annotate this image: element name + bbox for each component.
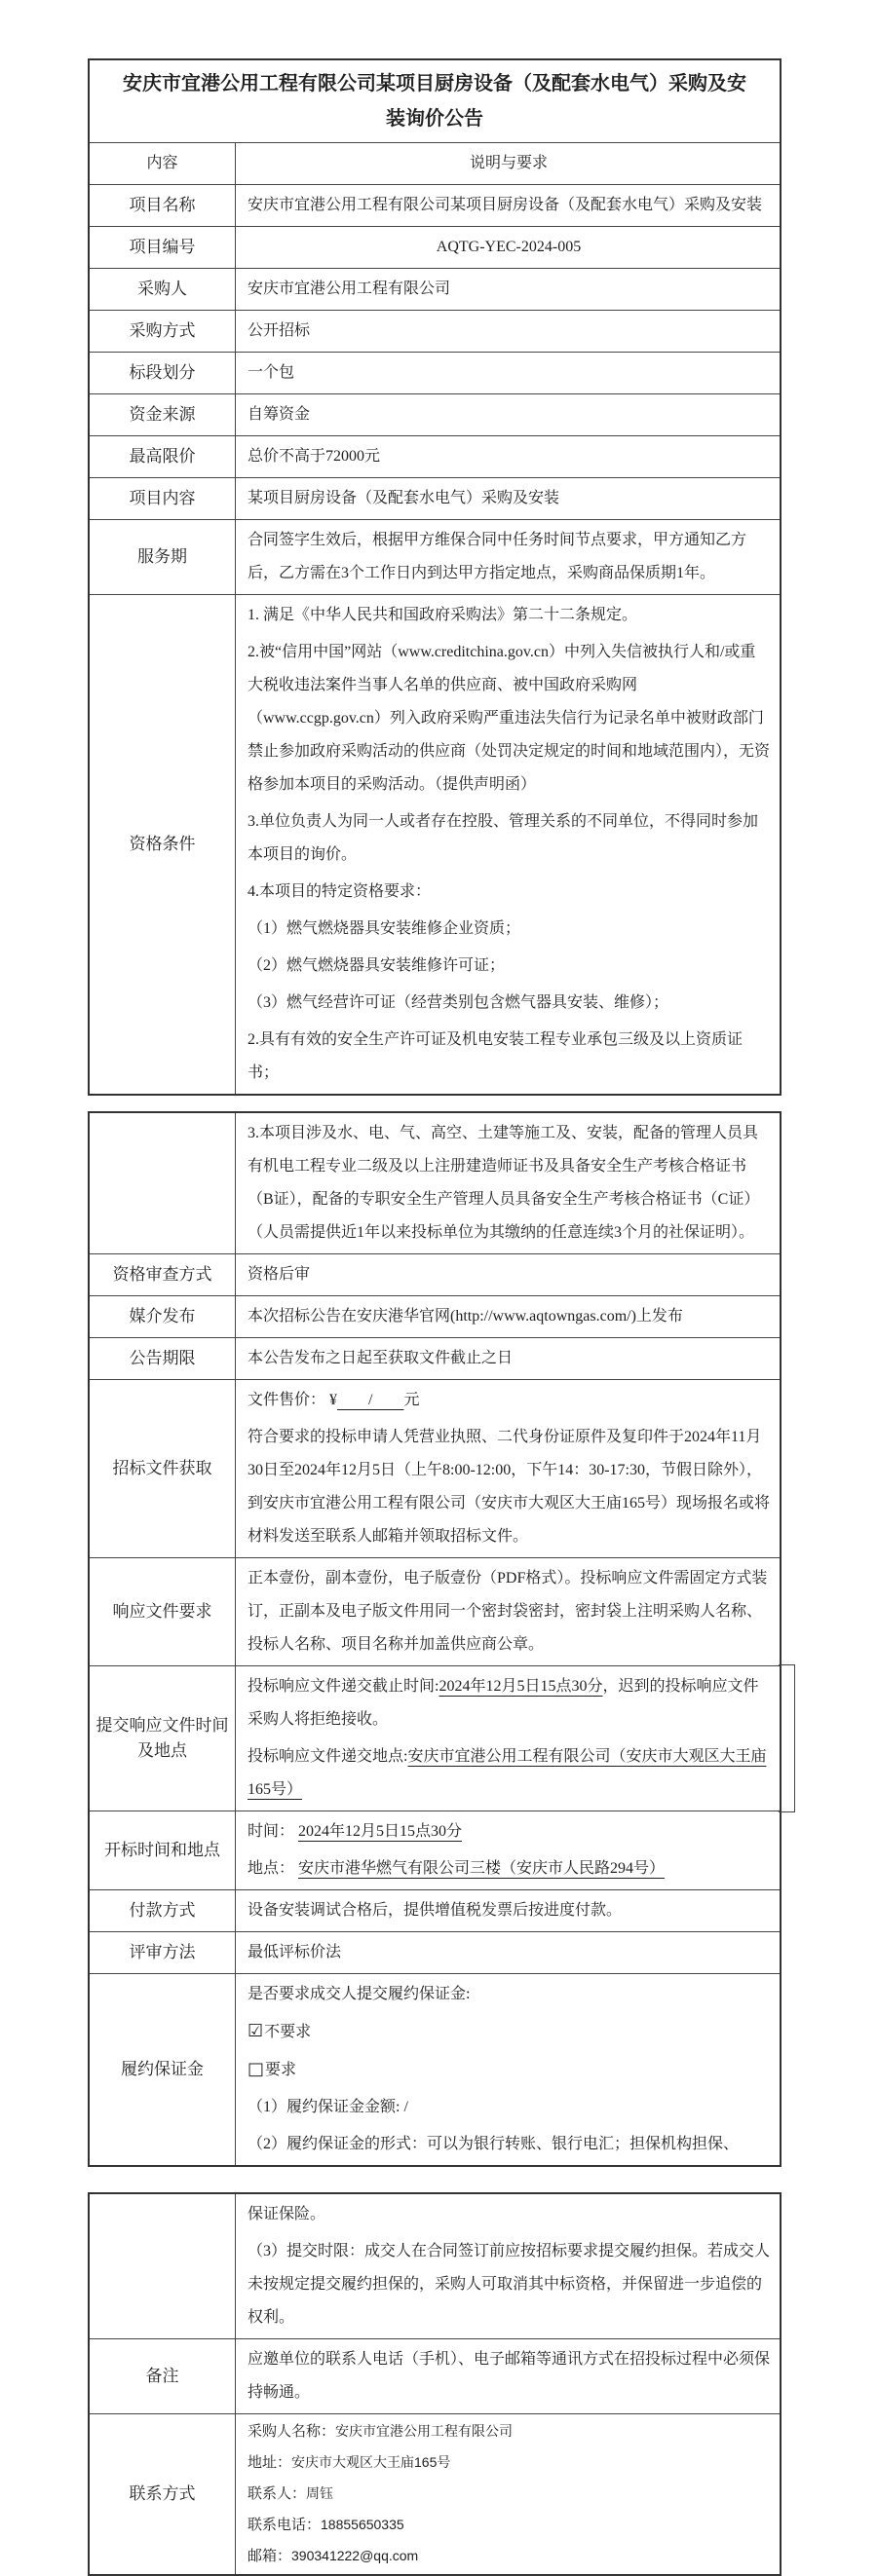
value-method: 公开招标 [248,322,311,339]
label-purchaser: 采购人 [90,269,236,310]
doc-price-line [248,1384,770,1417]
label-funding: 资金来源 [90,394,236,435]
contact-email-key: 邮箱： [248,2549,292,2564]
header-content-col: 内容 [90,143,236,184]
title-row [90,60,780,142]
bond-item-3: （3）提交时限：成交人在合同签订前应按招标要求提交履约担保。若成交人未按规定提交履约担保的，采购人可取消其中标资格，并保留进一步追偿的权利。 [248,2243,771,2326]
submission-deadline-prefix: 投标响应文件递交截止时间: [248,1678,439,1695]
label-opening: 开标时间和地点 [90,1811,236,1889]
bond-option-no-label: 不要求 [264,2024,312,2040]
opening-time-line [248,1815,770,1848]
value-media: 本次招标公告在安庆港华官网(http://www.aqtowngas.com/)上发布 [248,1308,683,1325]
value-project-no: AQTG-YEC-2024-005 [436,239,582,255]
qualification-item: （1）燃气燃烧器具安装维修企业资质； [248,920,521,937]
opening-time: 2024年12月5日15点30分 [298,1823,463,1840]
qualification-item: （3）燃气经营许可证（经营类别包含燃气器具安装、维修）； [248,994,669,1011]
contact-phone-line [248,2512,770,2539]
label-content: 项目内容 [90,478,236,519]
qualification-item: 1. 满足《中华人民共和国政府采购法》第二十二条规定。 [248,607,638,623]
contact-email-line [248,2543,770,2570]
label-payment: 付款方式 [90,1890,236,1931]
qualification-item: 2.被“信用中国”网站（www.creditchina.gov.cn）中列入失信被执行人和/或重大税收违法案件当事人名单的供应商、被中国政府采购网（www.ccgp.gov.cn）列入政府采购严重违法失信行为记录名单中被财政部门禁止参加政府采购活动的供应商（处罚决定规定的时间和地域范围内），无资格参加本项目的采购活动。（提供声明函） [248,644,771,793]
opening-place-line [248,1852,770,1885]
row-qualification-review [90,1253,780,1295]
value-submission [236,1666,780,1811]
value-performance-bond [236,1974,780,2165]
label-empty [90,1113,236,1253]
contact-purchaser-key: 采购人名称： [248,2424,336,2440]
bond-item-2: （2）履约保证金的形式：可以为银行转账、银行电汇；担保机构担保、 [248,2136,740,2152]
row-purchaser [90,268,780,310]
table-block-3 [88,2192,782,2576]
row-evaluation [90,1931,780,1973]
value-service-period: 合同签字生效后，根据甲方维保合同中任务时间节点要求，甲方通知乙方后，乙方需在3个工作日内到达甲方指定地点，采购商品保质期1年。 [248,532,747,581]
value-purchaser: 安庆市宜港公用工程有限公司 [248,280,451,297]
submission-place: 安庆市宜港公用工程有限公司（安庆市大观区大王庙165号） [248,1748,767,1798]
row-qualification-continued [90,1113,780,1253]
label-remarks: 备注 [90,2339,236,2413]
bond-item-1: （1）履约保证金金额: / [248,2099,408,2115]
contact-purchaser-line [248,2418,770,2445]
value-qualification [236,595,780,1094]
page-break-gap [88,2167,877,2192]
label-method: 采购方式 [90,311,236,352]
submission-place-line [248,1740,770,1807]
row-opening [90,1811,780,1889]
row-doc-obtain [90,1379,780,1557]
row-payment [90,1889,780,1931]
value-qualification-review: 资格后审 [248,1266,311,1283]
value-lots: 一个包 [248,364,295,381]
checkbox-unchecked-icon: □ [248,2059,265,2079]
doc-price-blank: / [337,1392,404,1408]
bond-item-2-continued: 保证保险。 [248,2206,326,2222]
row-contact [90,2413,780,2574]
value-funding: 自筹资金 [248,406,311,423]
row-remarks [90,2338,780,2413]
contact-phone-value: 18855650335 [321,2517,404,2532]
bond-option-yes-label: 要求 [265,2062,297,2078]
value-contact [236,2414,780,2574]
label-submission: 提交响应文件时间及地点 [90,1666,236,1811]
row-performance-bond [90,1973,780,2165]
label-doc-obtain: 招标文件获取 [90,1380,236,1557]
contact-purchaser-value: 安庆市宜港公用工程有限公司 [335,2423,514,2439]
value-evaluation: 最低评标价法 [248,1944,342,1960]
label-max-price: 最高限价 [90,436,236,477]
contact-address-value: 安庆市大观区大王庙165号 [291,2454,451,2470]
label-performance-bond: 履约保证金 [90,1974,236,2165]
value-notice-period: 本公告发布之日起至获取文件截止之日 [248,1350,514,1366]
value-project-name: 安庆市宜港公用工程有限公司某项目厨房设备（及配套水电气）采购及安装 [248,197,763,213]
contact-email-value: 390341222@qq.com [291,2548,419,2563]
row-service-period [90,519,780,594]
opening-place-prefix: 地点： [248,1860,295,1877]
label-service-period: 服务期 [90,520,236,594]
page-title: 安庆市宜港公用工程有限公司某项目厨房设备（及配套水电气）采购及安装询价公告 [123,73,746,130]
label-contact: 联系方式 [90,2414,236,2574]
label-response-doc: 响应文件要求 [90,1558,236,1665]
bond-question: 是否要求成交人提交履约保证金: [248,1986,471,2002]
value-max-price: 总价不高于72000元 [248,448,381,465]
row-method [90,310,780,352]
row-qualification [90,594,780,1094]
doc-obtain-desc: 符合要求的投标申请人凭营业执照、二代身份证原件及复印件于2024年11月30日至2024年12月5日（上午8:00-12:00，下午14：30-17:30，节假日除外），到安庆市宜港公用工程有限公司（安庆市大观区大王庙165号）现场报名或将材料发送至联系人邮箱并领取招标文件。 [248,1429,771,1545]
contact-address-key: 地址： [248,2455,292,2471]
row-funding [90,393,780,435]
row-response-doc [90,1557,780,1665]
value-remarks: 应邀单位的联系人电话（手机）、电子邮箱等通讯方式在招投标过程中必须保持畅通。 [248,2351,771,2401]
doc-price-label: 文件售价： ¥ [248,1392,338,1408]
bond-option-yes-line [248,2053,770,2087]
submission-deadline-line [248,1670,770,1736]
label-qualification-review: 资格审查方式 [90,1254,236,1295]
row-performance-bond-continued [90,2194,780,2338]
qualification-item: 4.本项目的特定资格要求： [248,883,432,900]
row-lots [90,352,780,393]
bond-option-no-line [248,2015,770,2049]
value-content: 某项目厨房设备（及配套水电气）采购及安装 [248,490,560,506]
value-payment: 设备安装调试合格后，提供增值税发票后按进度付款。 [248,1902,623,1919]
contact-phone-key: 联系电话： [248,2518,322,2533]
row-max-price [90,435,780,477]
label-notice-period: 公告期限 [90,1338,236,1379]
value-doc-obtain [236,1380,780,1557]
table-block-1 [88,58,782,1096]
row-media [90,1295,780,1337]
label-project-name: 项目名称 [90,185,236,226]
qualification-item: 2.具有有效的安全生产许可证及机电安装工程专业承包三级及以上资质证书； [248,1031,744,1081]
opening-place: 安庆市港华燃气有限公司三楼（安庆市人民路294号） [298,1860,666,1877]
value-response-doc: 正本壹份，副本壹份，电子版壹份（PDF格式）。投标响应文件需固定方式装订，正副本及电子版文件用同一个密封袋密封，密封袋上注明采购人名称、投标人名称、项目名称并加盖供应商公章。 [248,1570,768,1653]
table-block-2 [88,1111,782,2167]
label-lots: 标段划分 [90,353,236,393]
value-performance-bond-continued [236,2194,780,2338]
row-project-no [90,226,780,268]
label-evaluation: 评审方法 [90,1932,236,1973]
qualification-item: （2）燃气燃烧器具安装维修许可证； [248,957,506,974]
submission-place-prefix: 投标响应文件递交地点: [248,1748,408,1765]
doc-price-unit: 元 [403,1392,420,1408]
opening-time-prefix: 时间： [248,1823,295,1840]
label-qualification: 资格条件 [90,595,236,1094]
checkbox-checked-icon: ☑ [248,2021,264,2041]
contact-person-line [248,2481,770,2508]
label-media: 媒介发布 [90,1296,236,1337]
header-row [90,142,780,184]
value-opening [236,1811,780,1889]
page-break-gap [88,1096,877,1111]
label-empty [90,2194,236,2338]
submission-deadline: 2024年12月5日15点30分 [438,1678,603,1695]
contact-person-key: 联系人： [248,2486,307,2502]
label-project-no: 项目编号 [90,227,236,268]
row-content [90,477,780,519]
submission-deadline-suffix: ，迟到的投标响应文件采购人将拒绝接收。 [248,1678,759,1728]
row-project-name [90,184,780,226]
row-notice-period [90,1337,780,1379]
contact-person-value: 周钰 [306,2485,334,2501]
contact-address-line [248,2449,770,2477]
header-desc-col: 说明与要求 [469,155,548,171]
qualification-item: 3.单位负责人为同一人或者存在控股、管理关系的不同单位，不得同时参加本项目的询价。 [248,813,759,863]
row-submission [90,1665,780,1811]
value-qualification-continued: 3.本项目涉及水、电、气、高空、土建等施工及、安装，配备的管理人员具有机电工程专业二级及以上注册建造师证书及具备安全生产考核合格证书（B证），配备的专职安全生产管理人员具备安全生产考核合格证书（C证）（人员需提供近1年以来投标单位为其缴纳的任意连续3个月的社保证明）。 [248,1125,760,1241]
